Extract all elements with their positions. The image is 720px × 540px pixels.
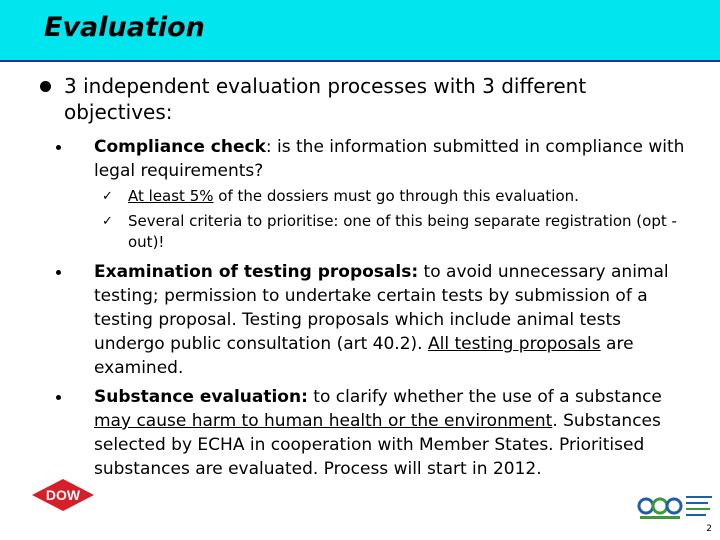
item-text: : is the information submitted in compliance with legal requirements? <box>94 137 685 181</box>
bullet-icon <box>56 145 61 150</box>
item-head: Substance evaluation: <box>94 387 308 407</box>
dow-logo <box>30 478 96 516</box>
partner-logo <box>636 490 716 528</box>
checkmark-icon: ✓ <box>102 189 113 204</box>
item-compliance-check <box>94 135 694 183</box>
item-text-end: . Substances selected by ECHA in cooperation with Member States. Prioritised substances are evaluated. Process will start in 2012. <box>94 411 661 479</box>
item-text: to avoid unnecessary animal testing; permission to undertake certain tests by submission of a testing proposal. Testing proposals which include animal tests undergo public consultation (art 40.2). <box>94 262 669 354</box>
bullet-icon <box>56 395 61 400</box>
item-substance-evaluation <box>94 385 694 481</box>
item-text-end: are examined. <box>94 334 634 378</box>
subitem-text: Several criteria to prioritise: one of this being separate registration (opt -out)! <box>128 212 677 251</box>
checkmark-icon: ✓ <box>102 214 113 229</box>
dow-logo-text: DOW <box>45 487 81 503</box>
item-head: Examination of testing proposals: <box>94 262 419 282</box>
main-bullet-text: 3 independent evaluation processes with 3 different objectives: <box>64 74 587 124</box>
main-bullet <box>40 73 660 125</box>
subitem-criteria <box>102 211 698 253</box>
subitem-underlined: At least 5% <box>128 187 214 205</box>
slide-title: Evaluation <box>44 12 205 43</box>
item-testing-proposals <box>94 260 694 380</box>
subitem-text: of the dossiers must go through this evaluation. <box>213 187 579 205</box>
item-underlined: All testing proposals <box>427 334 601 354</box>
bullet-icon <box>40 81 51 92</box>
item-underlined: may cause harm to human health or the environment <box>94 411 553 431</box>
item-head: Compliance check <box>94 137 266 157</box>
title-divider <box>0 60 720 62</box>
item-text: to clarify whether the use of a substance <box>307 387 662 407</box>
subitem-sample-rate <box>102 186 698 207</box>
page-number: 2 <box>706 524 712 534</box>
bullet-icon <box>56 270 61 275</box>
